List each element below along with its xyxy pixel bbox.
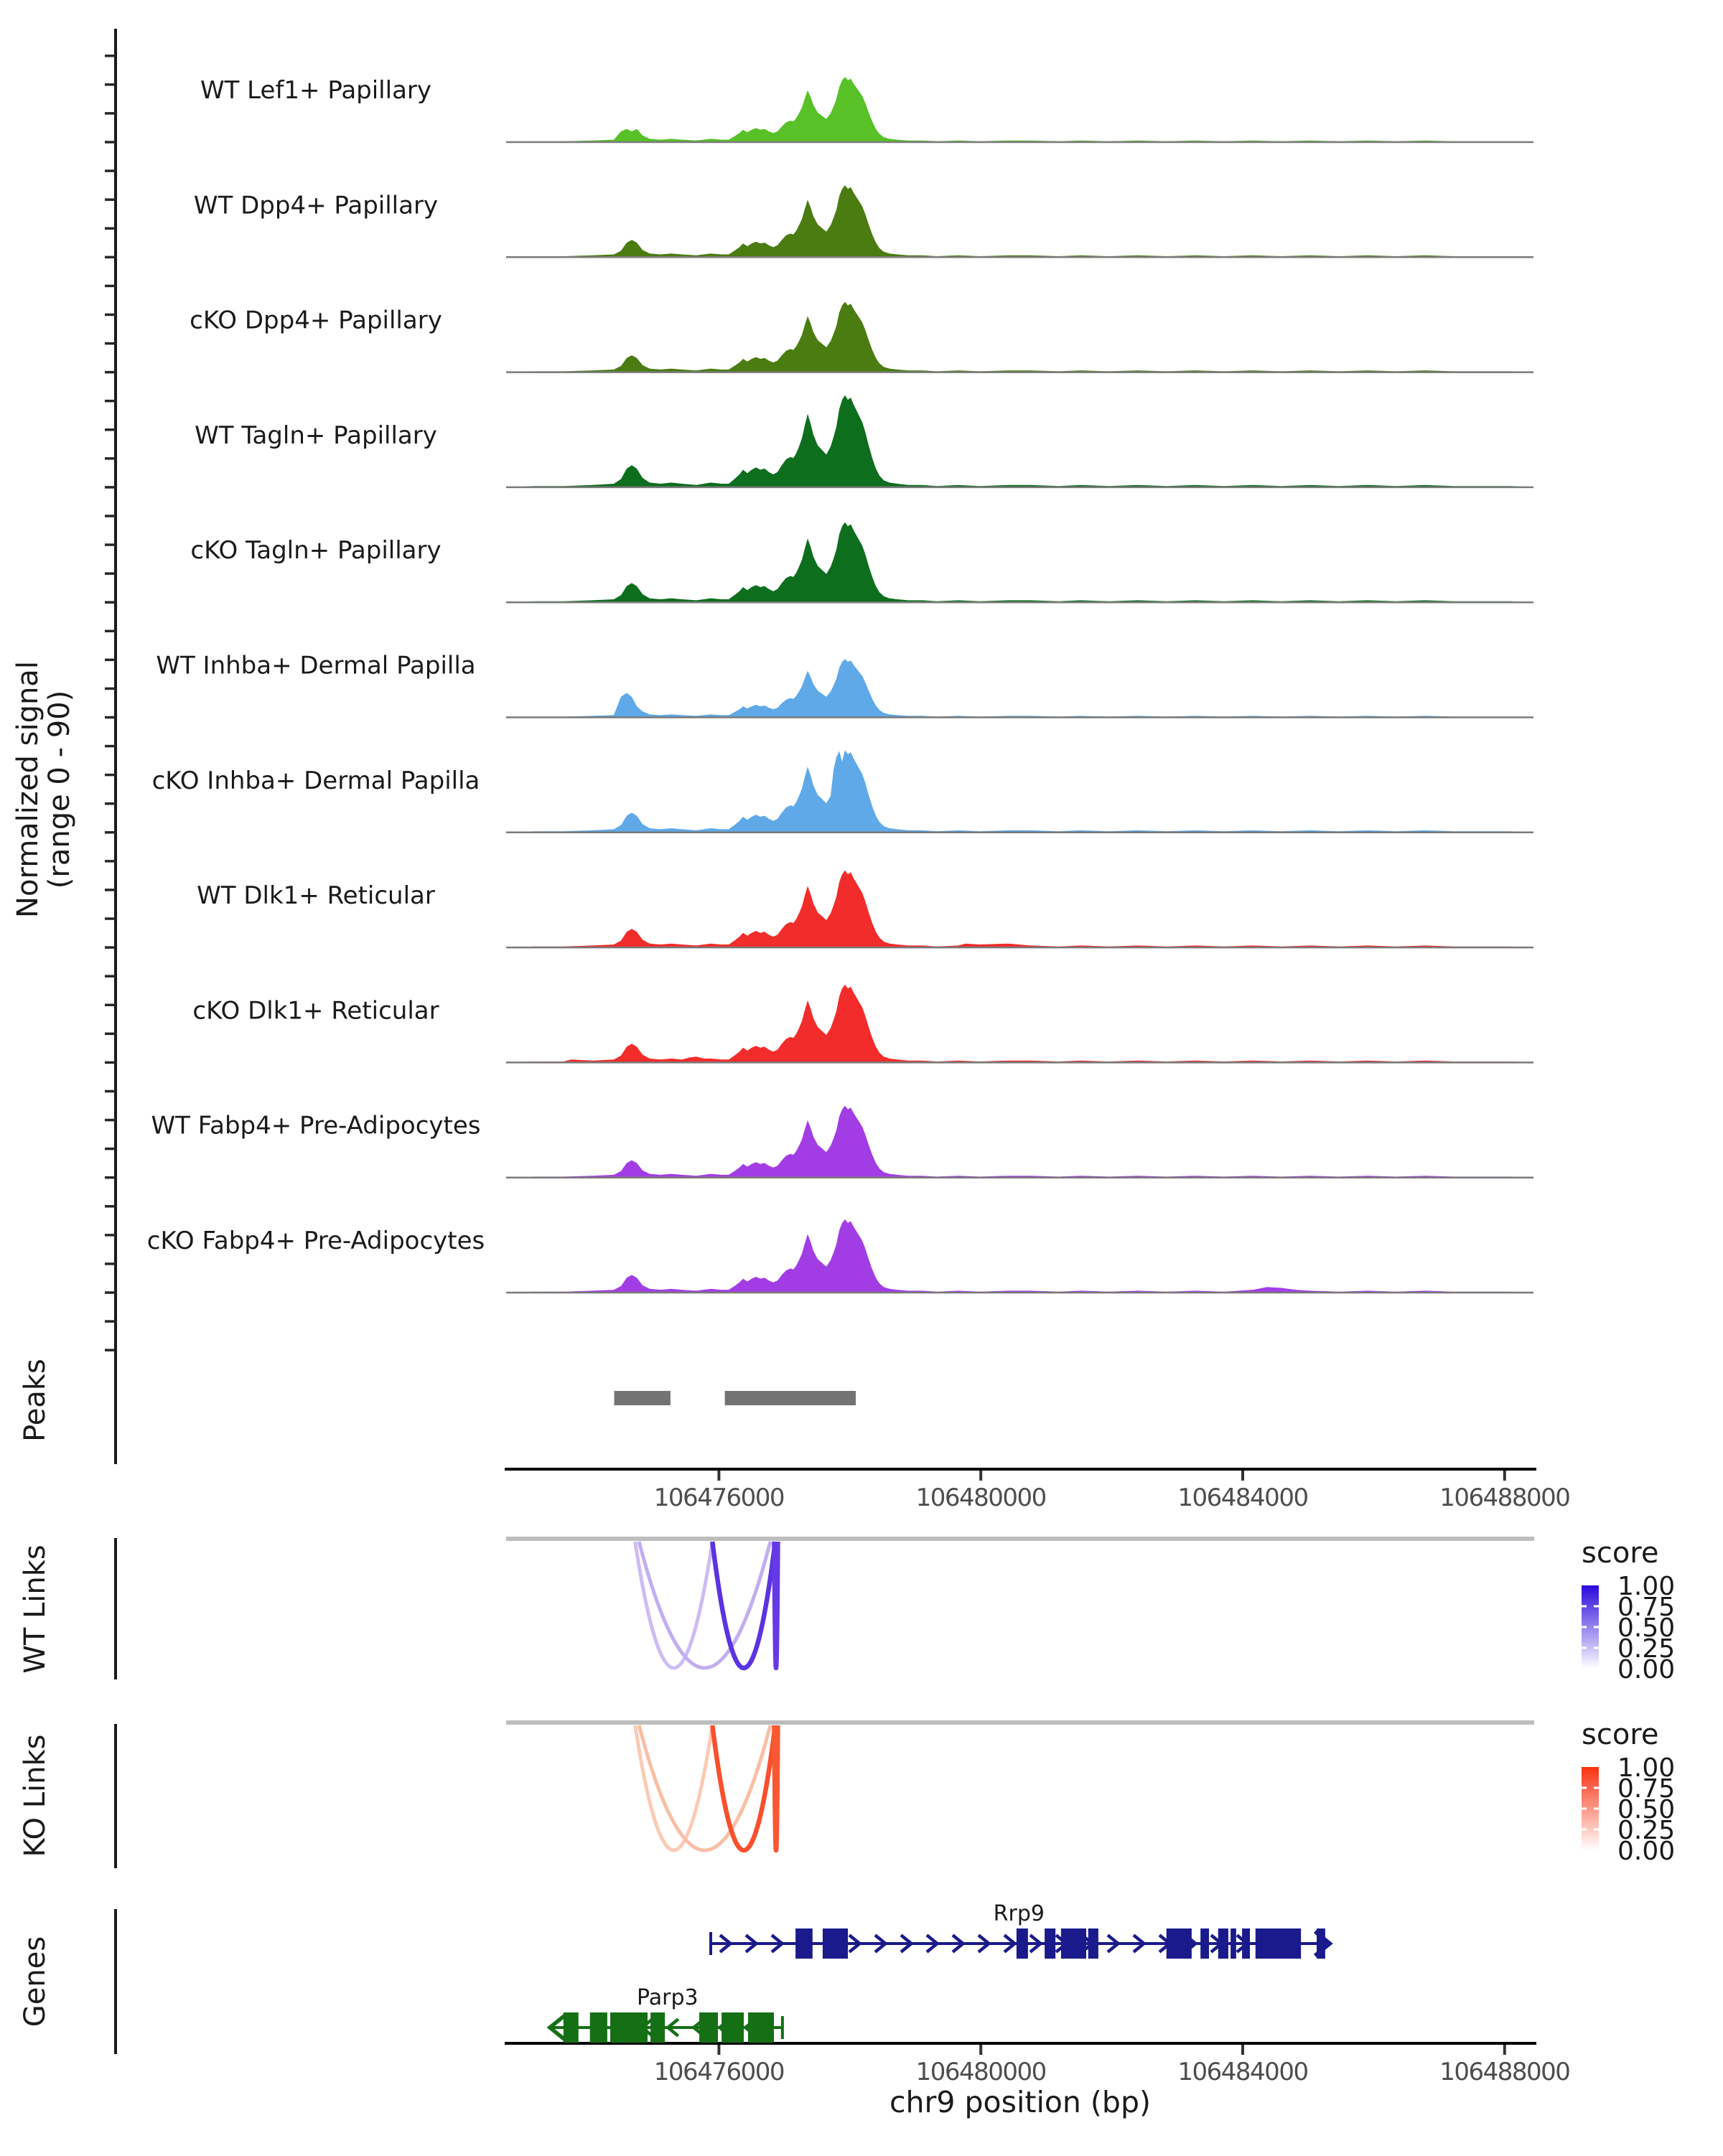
coverage-signal bbox=[506, 985, 1533, 1063]
axis-tick-label: 106484000 bbox=[1177, 2058, 1308, 2086]
coverage-signal bbox=[506, 1219, 1533, 1293]
gene-exon bbox=[795, 1928, 813, 1959]
track-label: cKO Tagln+ Papillary bbox=[190, 536, 442, 566]
peak-interval bbox=[614, 1391, 670, 1405]
genes-panel bbox=[19, 1909, 116, 2054]
signal-track bbox=[147, 1219, 1533, 1293]
peaks-panel bbox=[19, 1336, 856, 1464]
legend-tick-label: 0.50 bbox=[1617, 1613, 1676, 1643]
gene-exon bbox=[610, 2012, 648, 2043]
coverage-signal bbox=[506, 659, 1533, 717]
gene-exon bbox=[590, 2012, 607, 2043]
link-arc bbox=[774, 1542, 778, 1668]
gene-exon bbox=[1242, 1928, 1250, 1959]
ko-links-panel bbox=[19, 1718, 1675, 1868]
track-label: cKO Dpp4+ Papillary bbox=[190, 306, 442, 335]
legend-tick-label: 0.50 bbox=[1617, 1795, 1676, 1824]
y-axis-label-line2: (range 0 - 90) bbox=[43, 690, 76, 889]
axis-tick-label: 106476000 bbox=[653, 1484, 784, 1512]
gene-exon bbox=[1045, 1928, 1055, 1959]
gene-exon bbox=[1061, 1928, 1086, 1959]
coverage-signal bbox=[506, 871, 1533, 947]
wt-links-panel-label: WT Links bbox=[19, 1545, 52, 1674]
link-arc bbox=[635, 1725, 713, 1850]
track-label: cKO Fabp4+ Pre-Adipocytes bbox=[146, 1227, 485, 1255]
signal-track bbox=[192, 985, 1533, 1063]
track-label: cKO Inhba+ Dermal Papilla bbox=[151, 766, 480, 795]
signal-track bbox=[190, 522, 1533, 603]
gene-exon bbox=[1088, 1928, 1098, 1959]
link-arc bbox=[635, 1542, 713, 1668]
signal-track bbox=[151, 1106, 1533, 1178]
track-label: WT Dlk1+ Reticular bbox=[197, 881, 435, 911]
peak-interval bbox=[725, 1391, 856, 1405]
gene-exon bbox=[748, 2012, 774, 2043]
gene-exon bbox=[650, 2012, 665, 2043]
signal-track bbox=[195, 395, 1533, 487]
gene-exon bbox=[1167, 1928, 1192, 1959]
axis-tick-label: 106484000 bbox=[1177, 1484, 1308, 1512]
signal-axis bbox=[11, 29, 116, 1374]
gene-exon bbox=[722, 2012, 744, 2043]
coverage-signal bbox=[506, 185, 1533, 257]
track-label: WT Fabp4+ Pre-Adipocytes bbox=[151, 1111, 481, 1140]
gene-parp3 bbox=[550, 1985, 783, 2043]
signal-track bbox=[152, 750, 1533, 833]
gene-exon bbox=[1200, 1928, 1209, 1959]
legend-tick-label: 0.25 bbox=[1617, 1634, 1676, 1664]
axis-tick-label: 106476000 bbox=[653, 2058, 784, 2086]
legend-tick-label: 1.00 bbox=[1617, 1753, 1676, 1783]
legend-tick-label: 0.00 bbox=[1617, 1837, 1676, 1866]
axis-tick-label: 106488000 bbox=[1439, 2058, 1570, 2086]
axis-tick-label: 106480000 bbox=[915, 1484, 1046, 1512]
track-label: WT Dpp4+ Papillary bbox=[193, 191, 439, 220]
track-label: WT Tagln+ Papillary bbox=[195, 421, 437, 450]
ko-links-panel-label: KO Links bbox=[19, 1734, 52, 1857]
axis-tick-label: 106480000 bbox=[915, 2058, 1046, 2086]
legend-title: score bbox=[1582, 1718, 1659, 1751]
legend-tick-label: 0.25 bbox=[1617, 1816, 1676, 1845]
signal-track bbox=[156, 652, 1533, 718]
gene-name-label: Rrp9 bbox=[993, 1901, 1045, 1926]
legend-tick-label: 0.00 bbox=[1617, 1655, 1676, 1684]
gene-exon bbox=[1017, 1928, 1028, 1959]
legend-title: score bbox=[1582, 1537, 1659, 1570]
signal-track bbox=[197, 871, 1533, 947]
coverage-signal bbox=[506, 1106, 1533, 1178]
signal-track bbox=[190, 302, 1533, 372]
axis-tick-label: 106488000 bbox=[1439, 1484, 1570, 1512]
track-label: WT Inhba+ Dermal Papilla bbox=[156, 651, 476, 680]
gene-exon bbox=[699, 2012, 718, 2043]
signal-track bbox=[194, 185, 1533, 257]
gene-exon bbox=[1218, 1928, 1228, 1959]
genes-panel-label: Genes bbox=[19, 1936, 52, 2028]
gene-name-label: Parp3 bbox=[637, 1985, 699, 2010]
genome-axis-bottom bbox=[505, 2043, 1569, 2119]
gene-exon bbox=[1256, 1928, 1301, 1959]
track-label: cKO Dlk1+ Reticular bbox=[192, 996, 439, 1026]
legend-tick-label: 0.75 bbox=[1617, 1593, 1676, 1622]
gene-rrp9 bbox=[711, 1901, 1330, 1959]
coverage-signal bbox=[506, 522, 1533, 603]
genome-axis-middle bbox=[505, 1469, 1569, 1512]
link-arc bbox=[774, 1725, 778, 1850]
coverage-signal bbox=[506, 395, 1533, 487]
coverage-signal bbox=[506, 77, 1533, 142]
x-axis-title: chr9 position (bp) bbox=[889, 2085, 1151, 2119]
coverage-signal bbox=[506, 302, 1533, 372]
peaks-panel-label: Peaks bbox=[19, 1359, 52, 1442]
track-label: WT Lef1+ Papillary bbox=[200, 76, 432, 105]
gene-exon bbox=[1231, 1928, 1236, 1959]
gene-exon bbox=[823, 1928, 848, 1959]
wt-links-panel bbox=[19, 1537, 1675, 1684]
y-axis-label-line1: Normalized signal bbox=[11, 661, 45, 918]
signal-track bbox=[200, 76, 1533, 142]
legend-tick-label: 1.00 bbox=[1617, 1572, 1676, 1601]
legend-tick-label: 0.75 bbox=[1617, 1774, 1676, 1804]
coverage-signal bbox=[506, 750, 1533, 833]
